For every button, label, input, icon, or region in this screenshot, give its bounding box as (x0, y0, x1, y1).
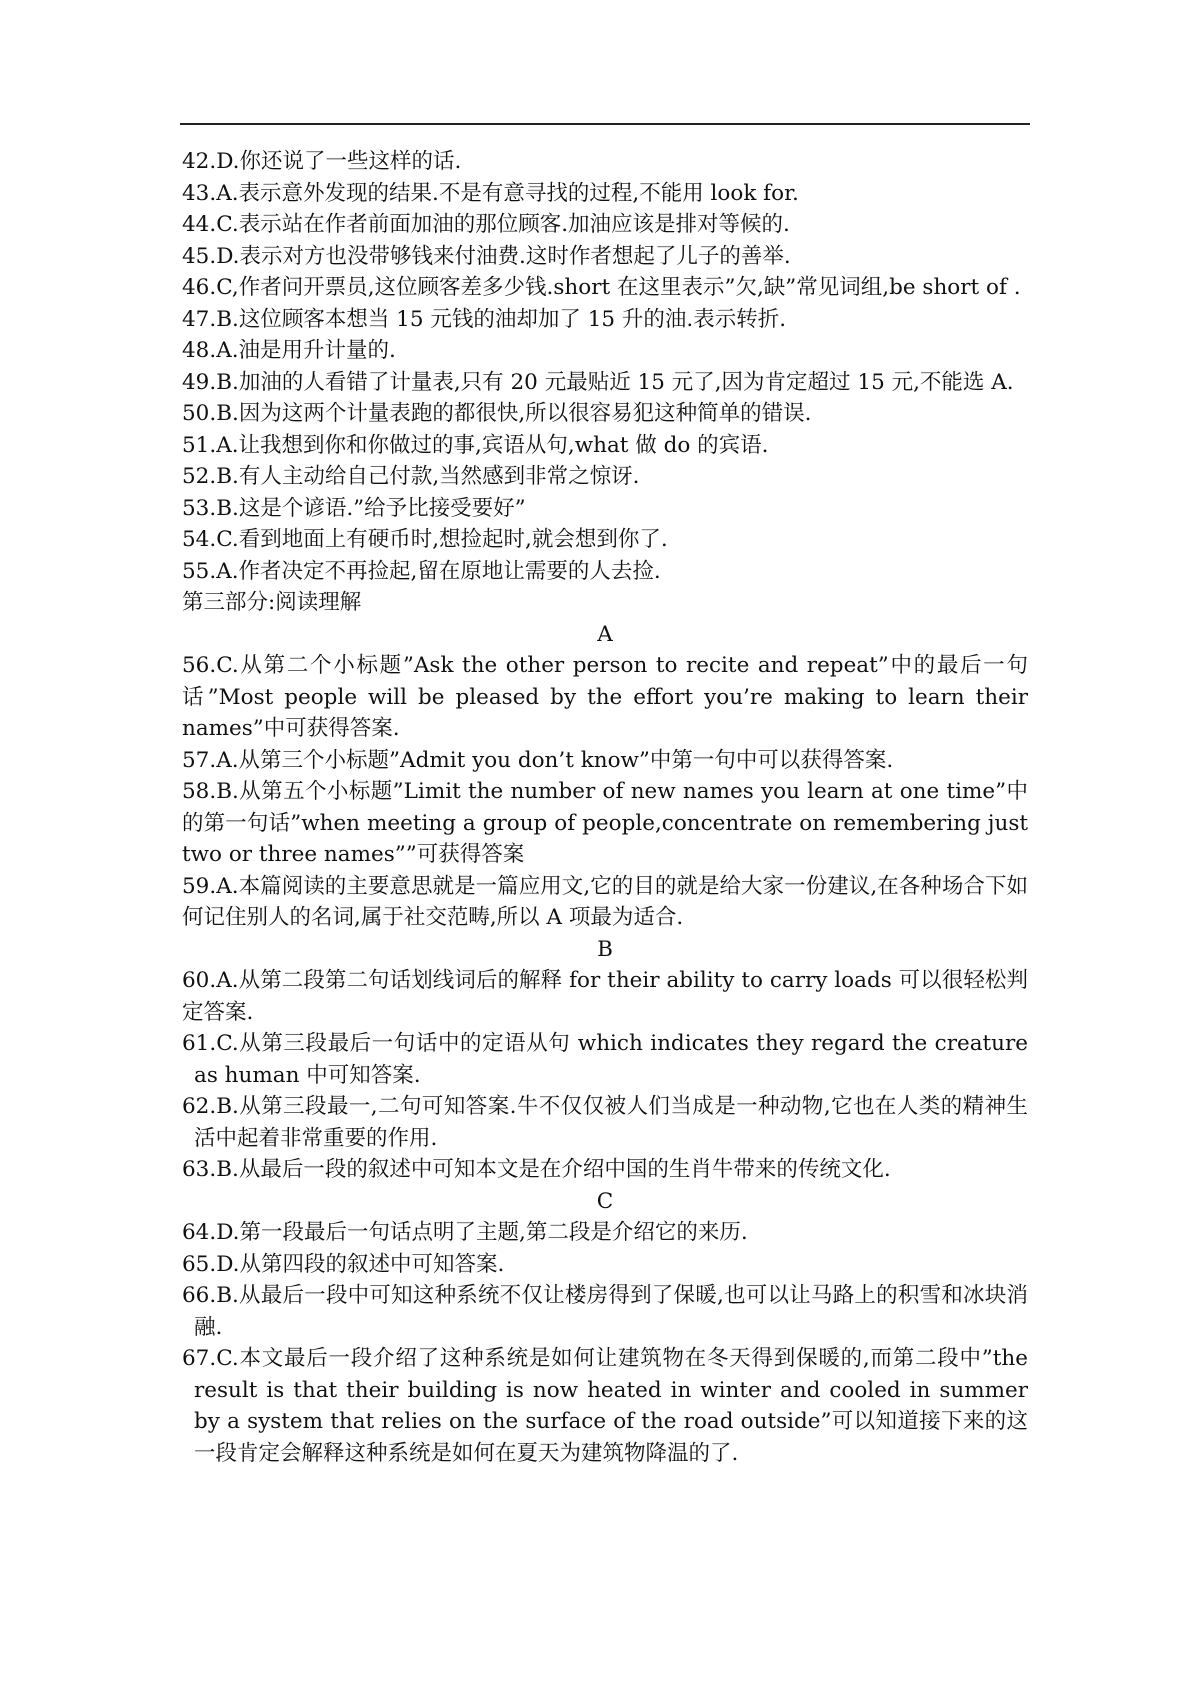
answer-item-53: 53.B.这是个谚语.”给予比接受要好” (182, 495, 526, 521)
answer-item-61: 61.C.从第三段最后一句话中的定语从句 which indicates they regard the creature as human 中可知答案. (182, 1031, 1028, 1088)
answer-item-66: 66.B.从最后一段中可知这种系统不仅让楼房得到了保暖,也可以让马路上的积雪和冰块消融. (182, 1283, 1028, 1340)
answer-item-67: 67.C.本文最后一段介绍了这种系统是如何让建筑物在冬天得到保暖的,而第二段中”the result is that their building is now heated in winter and cooled in summer by a system that relies on the surface of the road outside”可以知道接下来的这一段肯定会解释这种系统是如何在夏天为建筑物降温的了. (182, 1346, 1028, 1466)
answer-item-65: 65.D.从第四段的叙述中可知答案. (182, 1251, 505, 1277)
answer-item-51: 51.A.让我想到你和你做过的事,宾语从句,what 做 do 的宾语. (182, 432, 769, 458)
answer-item-47: 47.B.这位顾客本想当 15 元钱的油却加了 15 升的油.表示转折. (182, 306, 787, 332)
section-heading: 第三部分:阅读理解 (182, 590, 362, 615)
answer-item-50: 50.B.因为这两个计量表跑的都很快,所以很容易犯这种简单的错误. (182, 401, 812, 426)
answer-item-62: 62.B.从第三段最一,二句可知答案.牛不仅仅被人们当成是一种动物,它也在人类的精神生活中起着非常重要的作用. (182, 1094, 1028, 1151)
answer-item-57: 57.A.从第三个小标题”Admit you don’t know”中第一句中可以获得答案. (182, 747, 894, 773)
answer-item-56: 56.C.从第二个小标题”Ask the other person to recite and repeat”中的最后一句话”Most people will be pleased by the effort you’re making to learn their names”中可获得答案. (182, 653, 1028, 741)
answer-explanations (182, 146, 1028, 1469)
passage-label-c: C (596, 1188, 614, 1214)
passage-label-a: A (597, 621, 613, 647)
answer-item-59: 59.A.本篇阅读的主要意思就是一篇应用文,它的目的就是给大家一份建议,在各种场合下如何记住别人的名词,属于社交范畴,所以 A 项最为适合. (182, 873, 1028, 930)
answer-item-43: 43.A.表示意外发现的结果.不是有意寻找的过程,不能用 look for. (182, 180, 799, 206)
answer-item-46: 46.C,作者问开票员,这位顾客差多少钱.short 在这里表示”欠,缺”常见词组,be short of . (182, 275, 1021, 300)
answer-item-42: 42.D.你还说了一些这样的话. (182, 149, 462, 174)
header-rule (180, 123, 1030, 125)
answer-item-45: 45.D.表示对方也没带够钱来付油费.这时作者想起了儿子的善举. (182, 243, 791, 269)
answer-item-52: 52.B.有人主动给自己付款,当然感到非常之惊讶. (182, 464, 640, 489)
answer-item-60: 60.A.从第二段第二句话划线词后的解释 for their ability to carry loads 可以很轻松判定答案. (182, 968, 1028, 1025)
answer-item-63: 63.B.从最后一段的叙述中可知本文是在介绍中国的生肖牛带来的传统文化. (182, 1157, 891, 1182)
answer-item-64: 64.D.第一段最后一句话点明了主题,第二段是介绍它的来历. (182, 1220, 748, 1245)
answer-item-58: 58.B.从第五个小标题”Limit the number of new names you learn at one time”中的第一句话”when meeting a group of people,concentrate on remembering just two or three names””可获得答案 (182, 779, 1028, 867)
answer-item-54: 54.C.看到地面上有硬币时,想捡起时,就会想到你了. (182, 527, 668, 552)
answer-item-48: 48.A.油是用升计量的. (182, 338, 396, 363)
answer-item-49: 49.B.加油的人看错了计量表,只有 20 元最贴近 15 元了,因为肯定超过 15 元,不能选 A. (182, 369, 1014, 395)
answer-item-55: 55.A.作者决定不再捡起,留在原地让需要的人去捡. (182, 558, 661, 584)
passage-label-b: B (597, 936, 613, 962)
answer-item-44: 44.C.表示站在作者前面加油的那位顾客.加油应该是排对等候的. (182, 212, 790, 237)
